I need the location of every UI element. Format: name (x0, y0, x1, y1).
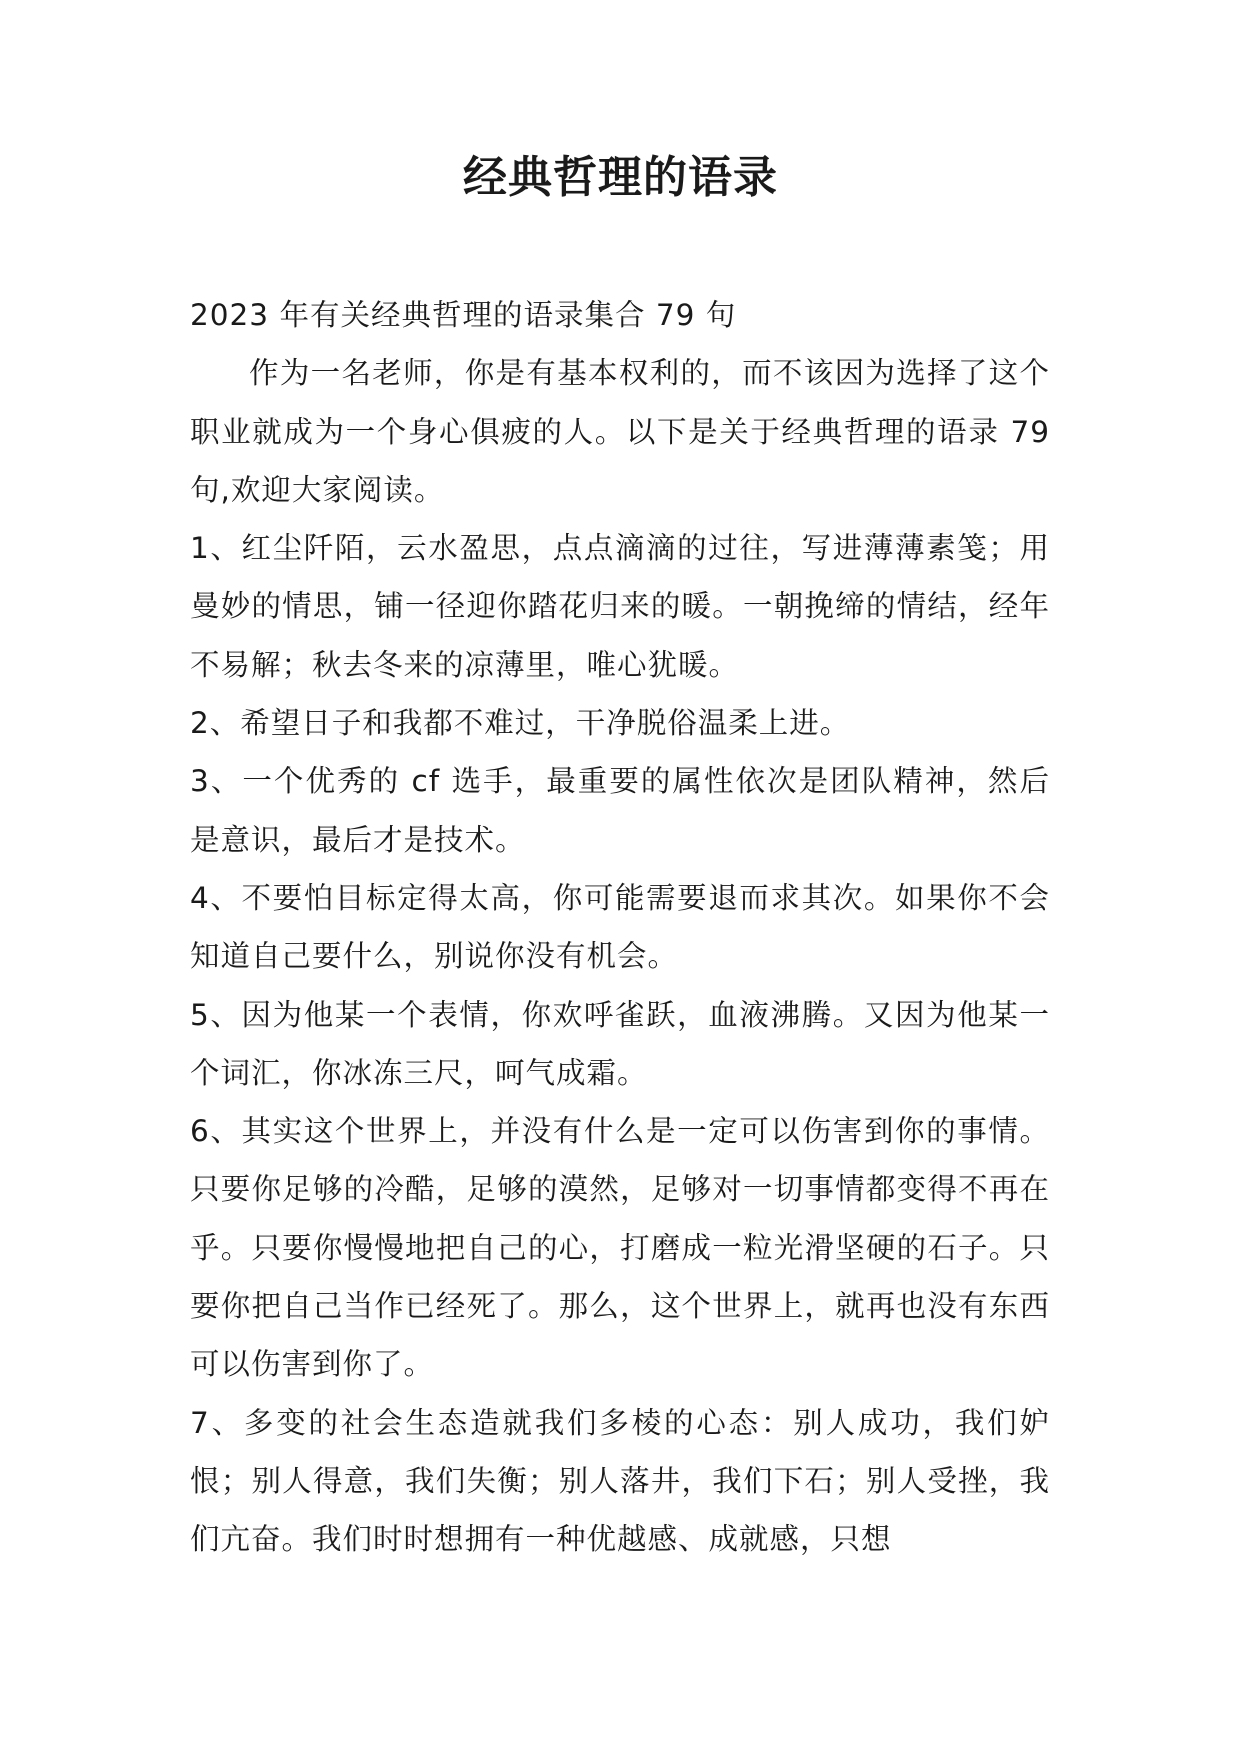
quote-item-5: 5、因为他某一个表情，你欢呼雀跃，血液沸腾。又因为他某一个词汇，你冰冻三尺，呵气成霜。 (190, 997, 1050, 1090)
quote-item-3: 3、一个优秀的 cf 选手，最重要的属性依次是团队精神，然后是意识，最后才是技术。 (190, 764, 1050, 857)
intro-paragraph: 作为一名老师，你是有基本权利的，而不该因为选择了这个职业就成为一个身心俱疲的人。以下是关于经典哲理的语录 79 句,欢迎大家阅读。 (190, 356, 1050, 507)
document-title: 经典哲理的语录 (463, 152, 778, 203)
quote-item-6: 6、其实这个世界上，并没有什么是一定可以伤害到你的事情。只要你足够的冷酷，足够的漠然，足够对一切事情都变得不再在乎。只要你慢慢地把自己的心，打磨成一粒光滑坚硬的石子。只要你把自己当作已经死了。那么，这个世界上，就再也没有东西可以伤害到你了。 (190, 1114, 1050, 1382)
document-subtitle: 2023 年有关经典哲理的语录集合 79 句 (190, 298, 737, 332)
quote-item-4: 4、不要怕目标定得太高，你可能需要退而求其次。如果你不会知道自己要什么，别说你没有机会。 (190, 880, 1050, 974)
quote-item-2: 2、希望日子和我都不难过，干净脱俗温柔上进。 (190, 706, 851, 741)
document-body (190, 286, 1050, 1569)
quote-item-1: 1、红尘阡陌，云水盈思，点点滴滴的过往，写进薄薄素笺；用曼妙的情思，铺一径迎你踏花归来的暖。一朝挽缔的情结，经年不易解；秋去冬来的凉薄里，唯心犹暖。 (190, 531, 1050, 682)
quote-item-7: 7、多变的社会生态造就我们多棱的心态：别人成功，我们妒恨；别人得意，我们失衡；别人落井，我们下石；别人受挫，我们亢奋。我们时时想拥有一种优越感、成就感，只想 (190, 1405, 1050, 1557)
